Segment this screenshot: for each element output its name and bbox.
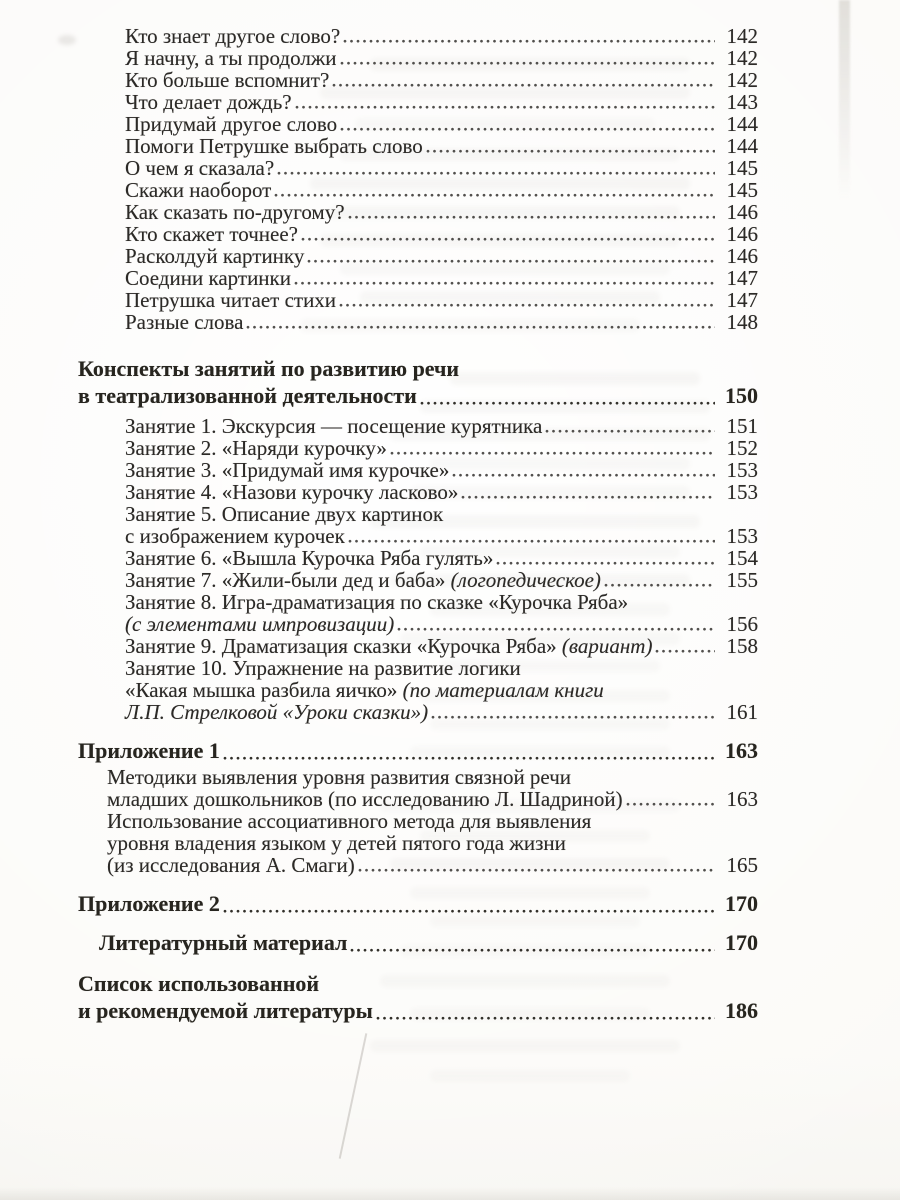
toc-entry-row: [125, 459, 758, 481]
toc-label-segment: Конспекты занятий по развитию речи: [78, 356, 460, 381]
toc-entry-row: [125, 311, 758, 333]
toc-entry-row: [125, 47, 758, 69]
toc-item-label: [125, 613, 394, 635]
toc-page-number: 152: [726, 436, 758, 460]
toc-entry-row: [125, 547, 758, 569]
toc-item-label: [125, 25, 340, 47]
toc-item-label: [78, 971, 319, 996]
dot-leader: [223, 909, 715, 914]
toc-line: [125, 635, 758, 657]
page-edge-shadow-right: [839, 0, 850, 200]
toc-item-label: [125, 547, 493, 569]
toc-page-number: 146: [726, 200, 758, 224]
toc-label-segment: Занятие 9. Драматизация сказки «Курочка Ряба»: [125, 634, 562, 658]
toc-page-number: 150: [725, 383, 758, 408]
toc-page-number: 170: [725, 930, 758, 955]
toc-label-segment: младших дошкольников (по исследованию Л. Шадриной): [107, 787, 623, 811]
toc-item-label: [125, 525, 345, 547]
toc-line: [125, 69, 758, 91]
toc-page-number: 142: [726, 46, 758, 70]
scan-smudge: [58, 35, 76, 45]
toc-label-segment: Как сказать по-другому?: [125, 200, 345, 224]
toc-label-segment: Соедини картинки: [125, 266, 291, 290]
toc-line: [125, 481, 758, 503]
toc-page-number: 143: [726, 90, 758, 114]
toc-line: [125, 547, 758, 569]
toc-page-number: 142: [726, 24, 758, 48]
toc-item-label: [125, 245, 304, 267]
toc-item-label: [125, 656, 521, 680]
dot-leader: [294, 281, 715, 286]
toc-heading-row: [78, 737, 758, 764]
toc-entry-row: [125, 635, 758, 657]
toc-item-label: [125, 635, 652, 657]
toc-line: [125, 701, 758, 723]
toc-item-label: [125, 47, 337, 69]
toc-label-segment: Занятие 4. «Назови курочку ласково»: [125, 480, 459, 504]
toc-item-label: [107, 831, 566, 855]
toc-label-segment: (из исследования А. Смаги): [107, 853, 355, 877]
toc-page-number: 186: [725, 998, 758, 1023]
toc-page-number: 163: [726, 787, 758, 811]
toc-label-segment: Занятие 8. Игра-драматизация по сказке «Курочка Ряба»: [125, 590, 629, 614]
dot-leader: [397, 627, 715, 632]
dot-leader: [390, 451, 715, 456]
toc-label-segment: Что делает дождь?: [125, 90, 292, 114]
toc-label-segment: Занятие 7. «Жили-были дед и баба»: [125, 568, 451, 592]
toc-label-segment: Скажи наоборот: [125, 178, 272, 202]
bleed-through-line: [430, 1070, 630, 1082]
toc-page-number: 170: [725, 891, 758, 916]
toc-label-segment: Приложение 2: [78, 891, 220, 916]
dot-leader: [277, 171, 715, 176]
toc-label-segment: Л.П. Стрелковой «Уроки сказки»): [125, 700, 429, 724]
bleed-through-line: [370, 1040, 680, 1052]
toc-label-segment: Занятие 1. Экскурсия — посещение курятника: [125, 414, 543, 438]
toc-item-label: [107, 854, 355, 876]
toc-item-label: [125, 415, 542, 437]
toc-label-segment: Помоги Петрушке выбрать слово: [125, 134, 423, 158]
toc-entry-row: [125, 91, 758, 113]
dot-leader: [626, 802, 715, 807]
toc-entry-row: [125, 201, 758, 223]
toc-page-number: 145: [726, 156, 758, 180]
toc-item-label: [78, 890, 220, 917]
toc-item-label: [107, 788, 623, 810]
toc-page-number: 144: [726, 112, 758, 136]
toc-entry-row: [125, 289, 758, 311]
toc-page-number: 146: [726, 222, 758, 246]
toc-item-label: [125, 590, 628, 614]
toc-page-number: 153: [726, 524, 758, 548]
toc-entry-row: [125, 135, 758, 157]
dot-leader: [295, 105, 715, 110]
toc-page-number: 148: [726, 310, 758, 334]
toc-line: [125, 179, 758, 201]
toc-entry-row: [125, 179, 758, 201]
dot-leader: [655, 649, 715, 654]
toc-line: [107, 832, 758, 854]
toc-label-segment: в театрализованной деятельности: [78, 383, 417, 408]
toc-entry-row: [125, 569, 758, 591]
toc-line: [107, 854, 758, 876]
toc-item-label: [125, 481, 458, 503]
dot-leader: [332, 83, 715, 88]
toc-page-number: 156: [726, 612, 758, 636]
toc-label-segment: Кто больше вспомнит?: [125, 68, 330, 92]
toc-label-segment: Литературный материал: [99, 930, 348, 955]
toc-entry-row: [125, 223, 758, 245]
toc-item-label: [125, 437, 387, 459]
toc-line: [78, 997, 758, 1024]
toc-line: [125, 113, 758, 135]
dot-leader: [340, 61, 715, 66]
toc-page-number: 163: [725, 738, 758, 763]
table-of-contents: [78, 25, 758, 1024]
toc-page-number: 145: [726, 178, 758, 202]
toc-page-number: 165: [726, 853, 758, 877]
toc-entry-row: [125, 591, 758, 635]
dot-leader: [340, 127, 715, 132]
dot-leader: [343, 39, 715, 44]
toc-line: [125, 91, 758, 113]
toc-item-label: [125, 289, 336, 311]
toc-item-label: [125, 69, 329, 91]
toc-entry-row: [125, 25, 758, 47]
dot-leader: [431, 715, 715, 720]
toc-line: [78, 890, 758, 917]
toc-page-number: 158: [726, 634, 758, 658]
toc-label-segment: Список использованной: [78, 971, 320, 996]
toc-entry-row: [125, 267, 758, 289]
toc-line: [107, 766, 758, 788]
toc-item-label: [125, 135, 423, 157]
toc-entry-row: [125, 113, 758, 135]
toc-page-number: 153: [726, 480, 758, 504]
toc-item-label: [125, 157, 274, 179]
toc-label-segment: «Какая мышка разбила яичко»: [125, 678, 403, 702]
dot-leader: [348, 539, 715, 544]
toc-label-segment: Занятие 10. Упражнение на развитие логики: [125, 656, 521, 680]
toc-line: [125, 47, 758, 69]
toc-line: [107, 788, 758, 810]
toc-item-label: [125, 201, 345, 223]
toc-line: [78, 382, 758, 409]
toc-line: [125, 201, 758, 223]
toc-entry-row: [125, 437, 758, 459]
toc-item-label: [99, 929, 347, 956]
toc-item-label: [78, 382, 417, 409]
dot-leader: [350, 948, 715, 953]
toc-page-number: 153: [726, 458, 758, 482]
dot-leader: [274, 193, 715, 198]
toc-line: [125, 25, 758, 47]
toc-page-number: 146: [726, 244, 758, 268]
dot-leader: [452, 473, 715, 478]
toc-label-segment: Занятие 5. Описание двух картинок: [125, 502, 444, 526]
toc-line: [125, 613, 758, 635]
toc-line: [99, 929, 758, 956]
toc-page-number: 161: [726, 700, 758, 724]
toc-page-number: 147: [726, 266, 758, 290]
toc-item-label: [125, 223, 298, 245]
dot-leader: [348, 215, 715, 220]
toc-page-number: 142: [726, 68, 758, 92]
toc-entry-row: [125, 415, 758, 437]
dot-leader: [376, 1016, 715, 1021]
toc-label-segment: Приложение 1: [78, 738, 220, 763]
toc-label-segment: О чем я сказала?: [125, 156, 275, 180]
toc-page-number: 155: [726, 568, 758, 592]
dot-leader: [339, 303, 715, 308]
toc-label-segment: (с элементами импровизации): [125, 612, 395, 636]
toc-entry-row: [107, 810, 758, 876]
toc-line: [125, 289, 758, 311]
toc-entry-row: [125, 657, 758, 723]
toc-label-segment: Кто знает другое слово?: [125, 24, 341, 48]
toc-item-label: [125, 459, 449, 481]
toc-label-segment: Методики выявления уровня развития связной речи: [107, 765, 572, 789]
dot-leader: [496, 561, 715, 566]
toc-line: [125, 157, 758, 179]
toc-entry-row: [125, 481, 758, 503]
toc-label-segment: уровня владения языком у детей пятого года жизни: [107, 831, 566, 855]
toc-page-number: 147: [726, 288, 758, 312]
toc-entry-row: [125, 69, 758, 91]
dot-leader: [223, 756, 715, 761]
toc-line: [125, 135, 758, 157]
dot-leader: [545, 429, 715, 434]
dot-leader: [246, 325, 715, 330]
toc-label-segment: Расколдуй картинку: [125, 244, 305, 268]
dot-leader: [301, 237, 715, 242]
toc-line: [107, 810, 758, 832]
toc-page-number: 144: [726, 134, 758, 158]
toc-label-segment: Занятие 2. «Наряди курочку»: [125, 436, 387, 460]
toc-item-label: [78, 356, 459, 381]
toc-line: [125, 245, 758, 267]
toc-label-segment: Кто скажет точнее?: [125, 222, 298, 246]
toc-label-segment: Я начну, а ты продолжи: [125, 46, 337, 70]
toc-heading-row: [78, 890, 758, 917]
toc-label-segment: (по материалам книги: [402, 678, 604, 702]
toc-item-label: [125, 701, 428, 723]
toc-heading-row: [99, 929, 758, 956]
page-edge-shadow-bottom: [0, 1187, 900, 1200]
toc-item-label: [125, 267, 291, 289]
scratch-mark: [339, 1033, 368, 1159]
toc-item-label: [125, 678, 604, 702]
toc-heading-row: [78, 355, 758, 409]
toc-entry-row: [107, 766, 758, 810]
toc-label-segment: (вариант): [561, 634, 653, 658]
toc-label-segment: и рекомендуемой литературы: [78, 998, 373, 1023]
dot-leader: [307, 259, 715, 264]
toc-item-label: [125, 179, 271, 201]
toc-line: [125, 311, 758, 333]
dot-leader: [420, 401, 715, 406]
toc-line: [78, 355, 758, 382]
toc-line: [78, 970, 758, 997]
toc-line: [125, 437, 758, 459]
toc-label-segment: Занятие 6. «Вышла Курочка Ряба гулять»: [125, 546, 494, 570]
dot-leader: [604, 583, 715, 588]
toc-line: [125, 679, 758, 701]
toc-label-segment: Разные слова: [125, 310, 244, 334]
toc-line: [125, 525, 758, 547]
toc-label-segment: Придумай другое слово: [125, 112, 338, 136]
toc-label-segment: (логопедическое): [450, 568, 601, 592]
toc-label-segment: Занятие 3. «Придумай имя курочке»: [125, 458, 450, 482]
toc-line: [125, 223, 758, 245]
toc-item-label: [125, 502, 443, 526]
toc-line: [125, 503, 758, 525]
toc-entry-row: [125, 245, 758, 267]
toc-line: [78, 737, 758, 764]
dot-leader: [426, 149, 715, 154]
toc-line: [125, 267, 758, 289]
toc-item-label: [125, 113, 337, 135]
toc-page-number: 154: [726, 546, 758, 570]
toc-label-segment: Петрушка читает стихи: [125, 288, 337, 312]
dot-leader: [358, 868, 715, 873]
toc-label-segment: Использование ассоциативного метода для выявления: [107, 809, 592, 833]
toc-item-label: [125, 569, 601, 591]
toc-item-label: [78, 997, 373, 1024]
toc-item-label: [125, 91, 292, 113]
toc-line: [125, 415, 758, 437]
toc-label-segment: с изображением курочек: [125, 524, 345, 548]
toc-entry-row: [125, 503, 758, 547]
toc-line: [125, 591, 758, 613]
toc-item-label: [107, 809, 591, 833]
toc-heading-row: [78, 970, 758, 1024]
toc-entry-row: [125, 157, 758, 179]
toc-line: [125, 657, 758, 679]
toc-item-label: [107, 765, 571, 789]
toc-page-number: 151: [726, 414, 758, 438]
toc-item-label: [125, 311, 243, 333]
toc-item-label: [78, 737, 220, 764]
toc-line: [125, 459, 758, 481]
dot-leader: [461, 495, 715, 500]
toc-line: [125, 569, 758, 591]
